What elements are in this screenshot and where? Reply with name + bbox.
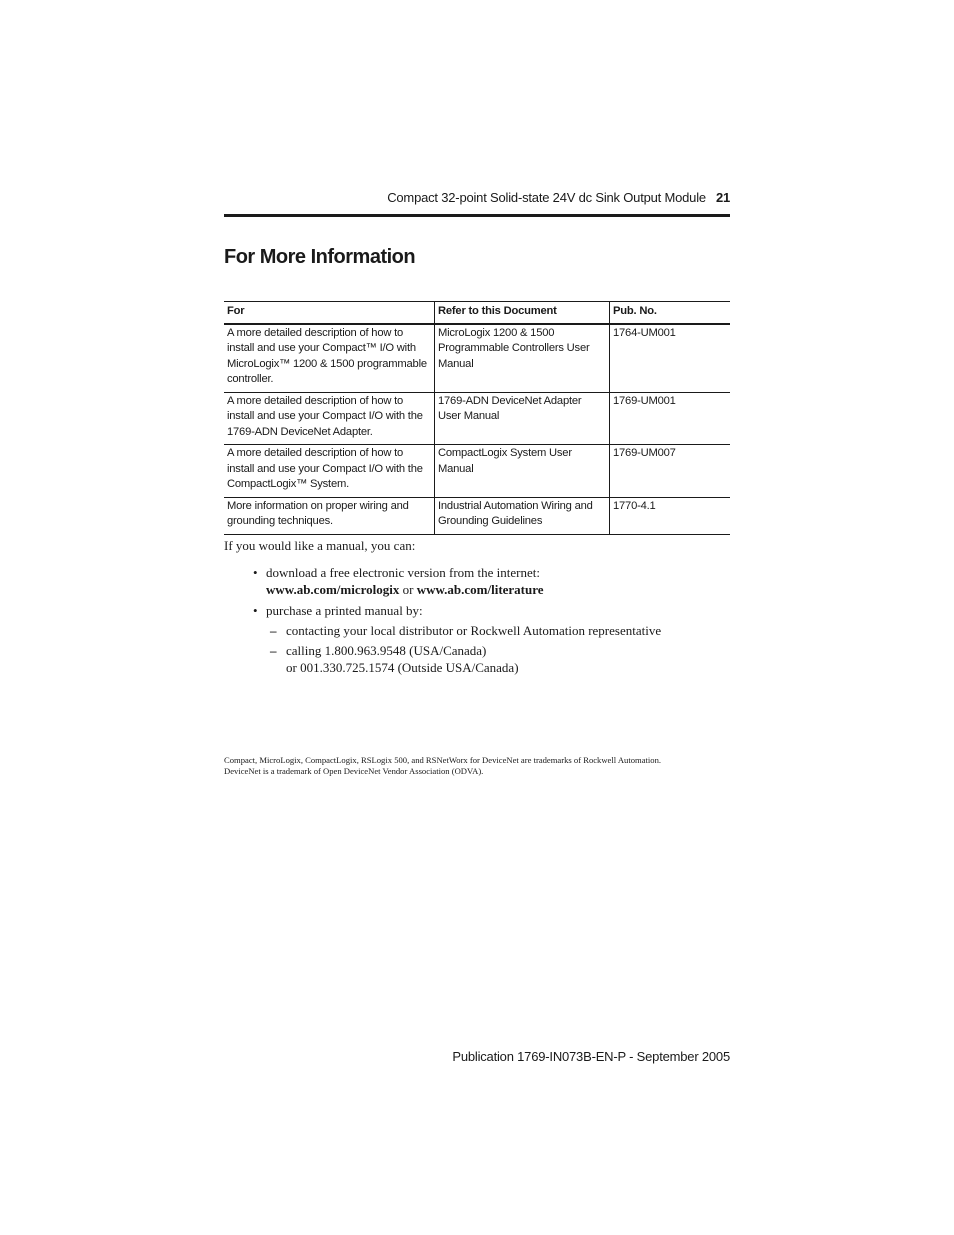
- table-cell-document: MicroLogix 1200 & 1500 Programmable Controllers User Manual: [435, 324, 610, 393]
- table-cell-pub-no: 1769-UM007: [610, 445, 731, 498]
- sub-item-calling: [266, 642, 730, 676]
- list-item-purchase: [250, 602, 730, 676]
- table-cell-document: Industrial Automation Wiring and Grounding Guidelines: [435, 497, 610, 534]
- table-cell-for: A more detailed description of how to install and use your Compact I/O with the CompactLogix™ System.: [224, 445, 435, 498]
- section-title: For More Information: [224, 246, 416, 268]
- literature-link[interactable]: www.ab.com/literature: [416, 582, 544, 597]
- header-rule: [224, 214, 730, 217]
- trademark-footnote: [224, 755, 661, 777]
- trademark-line-2: DeviceNet is a trademark of Open DeviceNet Vendor Association (ODVA).: [224, 766, 484, 776]
- sub-item-distributor: [266, 622, 730, 639]
- list-item-download: [250, 564, 730, 598]
- table-header-row: [224, 302, 730, 324]
- table-cell-for: More information on proper wiring and grounding techniques.: [224, 497, 435, 534]
- calling-text-line1: calling 1.800.963.9548 (USA/Canada): [286, 643, 487, 658]
- calling-text-line2: or 001.330.725.1574 (Outside USA/Canada): [286, 660, 519, 675]
- page-number: 21: [715, 190, 730, 205]
- column-header-document: Refer to this Document: [435, 302, 610, 324]
- trademark-line-1: Compact, MicroLogix, CompactLogix, RSLogix 500, and RSNetWorx for DeviceNet are trademarks of Rockwell Automation.: [224, 755, 662, 765]
- micrologix-link[interactable]: www.ab.com/micrologix: [266, 582, 400, 597]
- table-cell-document: 1769-ADN DeviceNet Adapter User Manual: [435, 392, 610, 445]
- publication-footer: Publication 1769-IN073B-EN-P - September 2005: [452, 1049, 730, 1064]
- running-title: Compact 32-point Solid-state 24V dc Sink Output Module: [387, 190, 706, 205]
- dash-icon: –: [270, 623, 277, 638]
- dash-icon: –: [270, 643, 277, 658]
- running-header: [224, 190, 730, 212]
- options-list: [250, 564, 730, 680]
- table-row: [224, 445, 730, 498]
- table-cell-pub-no: 1769-UM001: [610, 392, 731, 445]
- table-cell-document: CompactLogix System User Manual: [435, 445, 610, 498]
- table-row: [224, 324, 730, 393]
- column-header-pub-no: Pub. No.: [610, 302, 731, 324]
- download-text: download a free electronic version from the internet:: [266, 565, 540, 580]
- table-cell-for: A more detailed description of how to install and use your Compact I/O with the 1769-ADN DeviceNet Adapter.: [224, 392, 435, 445]
- table-row: [224, 392, 730, 445]
- column-header-for: For: [224, 302, 435, 324]
- or-text: or: [402, 582, 414, 597]
- bullet-icon: •: [253, 603, 258, 618]
- table-cell-pub-no: 1770-4.1: [610, 497, 731, 534]
- bullet-icon: •: [253, 565, 258, 580]
- purchase-text: purchase a printed manual by:: [266, 603, 423, 618]
- reference-table: [224, 301, 730, 535]
- table-cell-pub-no: 1764-UM001: [610, 324, 731, 393]
- table-cell-for: A more detailed description of how to install and use your Compact™ I/O with MicroLogix™ 1200 & 1500 programmable controller.: [224, 324, 435, 393]
- table-row: [224, 497, 730, 534]
- intro-text: If you would like a manual, you can:: [224, 538, 416, 553]
- distributor-text: contacting your local distributor or Rockwell Automation representative: [286, 623, 662, 638]
